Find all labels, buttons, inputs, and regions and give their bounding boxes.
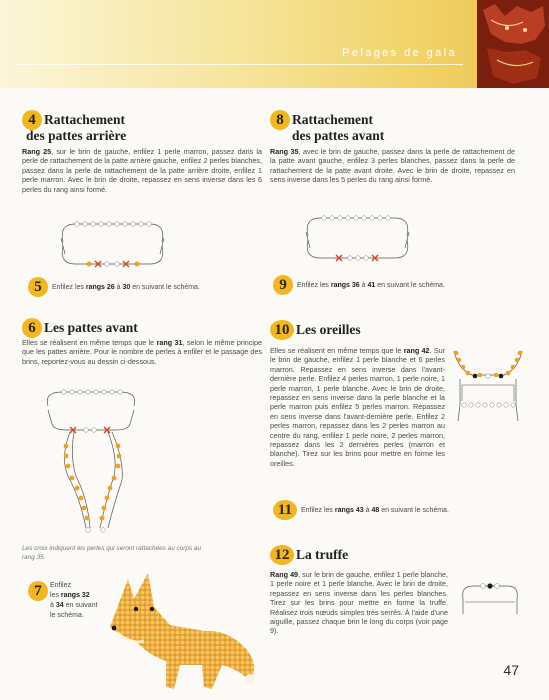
- step-number-8: 8: [270, 110, 290, 130]
- section-5-text: Enfilez les rangs 26 à 30 en suivant le schéma.: [52, 283, 200, 291]
- step-number-10: 10: [270, 320, 294, 340]
- step-number-5: 5: [28, 277, 48, 297]
- section-12-text: Rang 49, sur le brin de gauche, enfilez 1 perle blanche, 1 perle noire et 1 perle blanche. Avec le brin de droite, repassez en sens inverse dans les perles blanches. Tirez sur les brins pour mettre en forme la truffe. Réalisez trois nœuds simples très serrés. À l'aide d'une aiguille, passez chaque brin le long du corps (voir page 9).: [270, 570, 448, 636]
- section-4-text: Rang 25, sur le brin de gauche, enfilez 1 perle marron, passez dans la perle de rattachement de la patte arrière gauche, enfilez 2 perles blanches, passez dans la perle de rattachement de la patte arrière droite, enfilez 1 perle marron. Avec le brin de droite, repassez en sens inverse dans les 6 perles du rang ainsi formé.: [22, 147, 262, 194]
- header-title: Pelages de gala: [342, 47, 457, 59]
- section-6-title: Les pattes avant: [44, 320, 138, 335]
- section-5-step: [28, 277, 200, 297]
- page-number: 47: [503, 662, 519, 678]
- section-11-text: Enfilez les rangs 43 à 48 en suivant le schéma.: [301, 506, 449, 514]
- section-12-title: La truffe: [296, 547, 349, 562]
- section-12-heading: [270, 545, 348, 565]
- diagram-pattes-avant-icon: [30, 388, 200, 543]
- step-number-12: 12: [270, 545, 294, 565]
- diagram-rang-35-icon: [300, 212, 415, 264]
- step-number-9: 9: [273, 275, 293, 295]
- section-6-heading: [22, 318, 138, 338]
- section-11-step: [273, 500, 449, 520]
- diagram-rang-25-icon: [55, 218, 170, 270]
- section-6-text: Elles se réalisent en même temps que le rang 31, selon le même principe que les pattes arrière. Pour le nombre de perles à enfiler et le passage des brins, reportez-vous au dessin ci-dessous.: [22, 338, 262, 366]
- step-number-6: 6: [22, 318, 42, 338]
- diagram-caption: Les croix indiquent les perles qui seront rattachées au corps au rang 35.: [22, 545, 202, 561]
- step-number-4: 4: [22, 110, 42, 130]
- section-8-heading: [270, 110, 384, 144]
- section-10-title: Les oreilles: [296, 322, 361, 337]
- section-7-text: Enfilez les rangs 32 à 34 en suivant le schéma.: [50, 582, 98, 619]
- section-9-step: [273, 275, 445, 295]
- diagram-truffe-icon: [455, 578, 525, 618]
- page-header: [0, 0, 549, 88]
- section-8-text: Rang 35, avec le brin de gauche, passez dans la perle de rattachement de la patte avant gauche, enfilez 3 perles blanches, passez dans la perle de rattachement de la patte avant droite. Avec le brin de droite, repassez en sens inverse dans les 5 perles du rang ainsi formé.: [270, 147, 515, 185]
- section-9-text: Enfilez les rangs 36 à 41 en suivant le schéma.: [297, 281, 445, 289]
- section-4-title: Rattachement des pattes arrière: [26, 112, 127, 143]
- diagram-oreilles-icon: [450, 345, 526, 435]
- section-10-text: Elles se réalisent en même temps que le rang 42. Sur le brin de gauche, enfilez 1 perle blanche et 6 perles marron. Repassez en sens inverse dans l'avant-dernière perle. Enfilez 4 perles marron, 1 perle noire, 1 perle marron, 1 perle blanche. Avec le brin de droite, repassez en sens inverse dans la perle blanche et la perle marron puis enfilez 5 perles marron. Repassez en sens inverse dans l'avant-dernière perle. Enfilez 2 perles marron, repassez dans les 2 perles marron au centre du rang, enfilez 1 perle noire, 2 perles marron, repassez dans les 2 dernières perles (marron et blanche). Tirez sur les brins pour mettre en forme les oreilles.: [270, 346, 446, 468]
- section-4-heading: [22, 110, 126, 144]
- step-number-7: 7: [28, 581, 48, 601]
- fox-illustration-icon: [477, 0, 549, 88]
- header-rule: [18, 64, 463, 65]
- section-8-title: Rattachement des pattes avant: [292, 112, 385, 143]
- step-number-11: 11: [273, 500, 297, 520]
- beaded-fox-photo-icon: [100, 565, 265, 695]
- section-10-heading: [270, 320, 361, 340]
